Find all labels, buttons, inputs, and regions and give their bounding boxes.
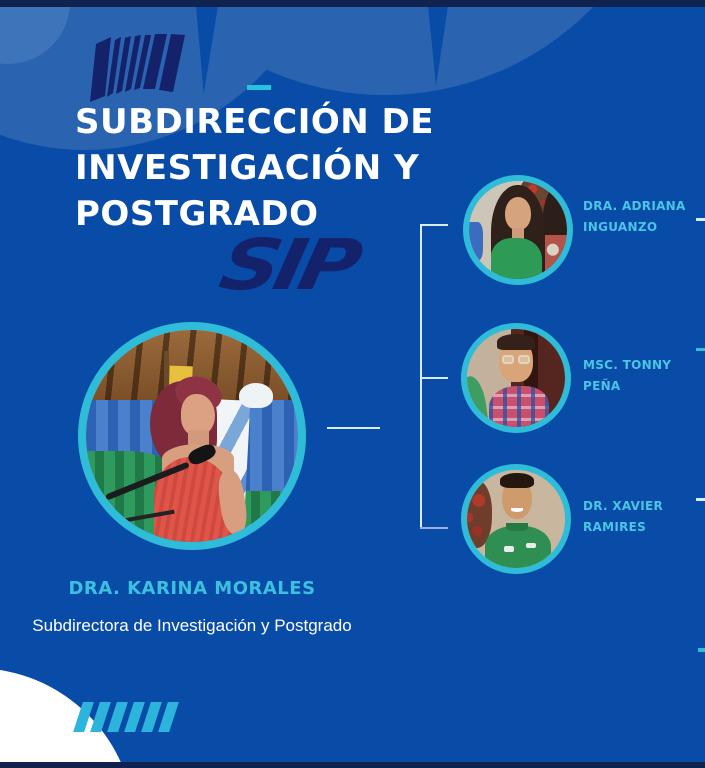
photo-face [505, 197, 530, 230]
leader-photo [78, 322, 306, 550]
photo-hair [500, 473, 533, 488]
poster-title-line-2: INVESTIGACIÓN Y [75, 148, 420, 188]
connector-branch-bottom [420, 527, 448, 529]
poster-title [75, 99, 505, 237]
top-border-strip [0, 0, 705, 7]
photo-hair [497, 334, 534, 350]
photo-green-shirt [491, 238, 542, 285]
connector-branch-top [420, 224, 448, 226]
connector-leader-stub [327, 427, 380, 429]
teal-dash-decor [247, 85, 271, 90]
leader-role: Subdirectora de Investigación y Postgrado [32, 616, 352, 635]
connector-branch-middle [420, 377, 448, 379]
photo-plaid-shirt [489, 386, 550, 433]
member-name-adriana: DRA. ADRIANA INGUANZO [583, 199, 686, 234]
poster-title-line-3: POSTGRADO [75, 194, 319, 234]
glasses-icon [502, 355, 514, 364]
poster-title-line-1: SUBDIRECCIÓN DE [75, 102, 434, 142]
photo-blue-patch [465, 222, 483, 261]
bottom-border-strip [0, 762, 705, 768]
slash-mark [158, 702, 179, 732]
edge-dash-decor [696, 348, 705, 351]
photo-shirt-patch [526, 543, 536, 549]
photo-bow [239, 383, 273, 408]
decor-wedge [642, 6, 660, 58]
edge-dash-decor [698, 648, 705, 652]
sip-logo: SIP [213, 224, 364, 306]
member-photo-xavier [461, 464, 571, 574]
member-photo-adriana [463, 175, 573, 285]
slash-marks-icon [78, 702, 174, 732]
photo-green-polo [485, 526, 552, 574]
books-icon [88, 30, 188, 102]
member-photo-tonny [461, 323, 571, 433]
photo-collar [506, 523, 528, 531]
photo-shirt-patch [504, 546, 514, 552]
glasses-icon [518, 355, 530, 364]
leader-name: DRA. KARINA MORALES [68, 578, 316, 599]
member-name-tonny: MSC. TONNY PEÑA [583, 358, 672, 393]
member-name-xavier: DR. XAVIER RAMIRES [583, 499, 664, 534]
photo-floral-dress [545, 235, 570, 284]
